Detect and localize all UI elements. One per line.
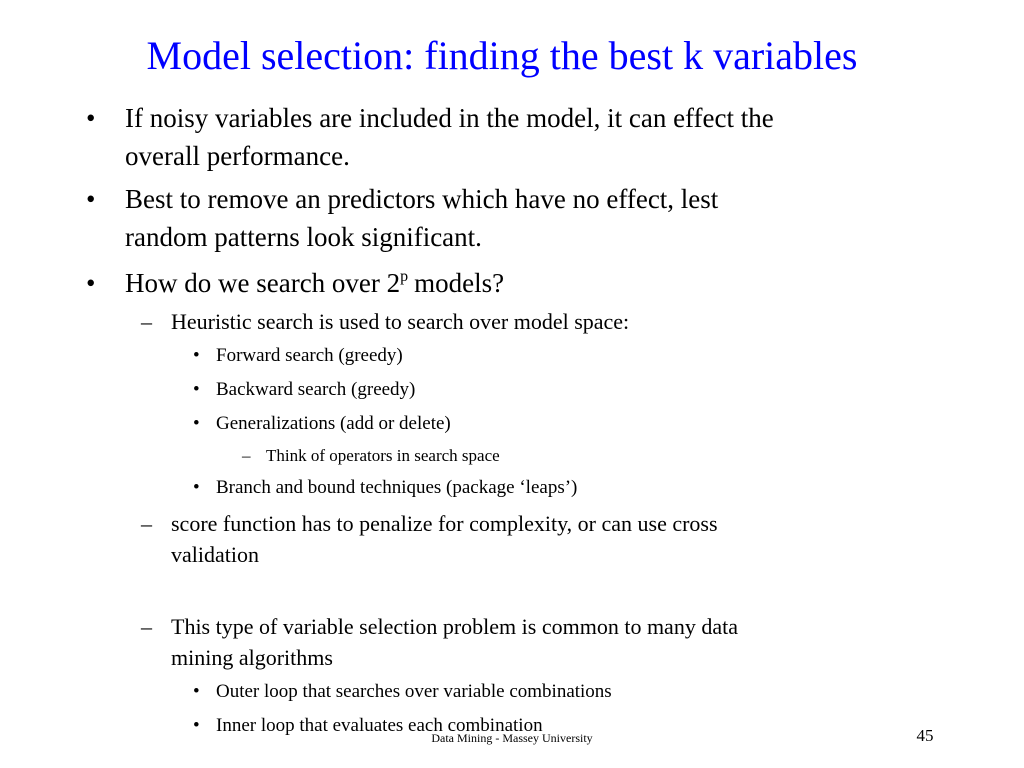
subbullet-text: This type of variable selection problem is common to many data (171, 614, 738, 639)
bullet-icon: • (86, 268, 96, 298)
subsubbullet-text: Backward search (greedy) (216, 379, 416, 400)
exponent-p: p (400, 268, 409, 285)
dash-icon: – (141, 511, 152, 536)
level4-text: Think of operators in search space (266, 446, 500, 465)
footer-text: Data Mining - Massey University (431, 731, 593, 745)
bullet-icon: • (193, 379, 200, 400)
page-number: 45 (916, 726, 934, 745)
subsubbullet-text: Outer loop that searches over variable combinations (216, 681, 612, 702)
bullet-icon: • (193, 345, 200, 366)
subsubbullet-text: Generalizations (add or delete) (216, 413, 451, 434)
text-before-exponent: How do we search over 2 (125, 268, 401, 298)
subbullet-text-continuation: validation (171, 542, 259, 567)
bullet-icon: • (193, 715, 200, 736)
bullet-icon: • (86, 184, 96, 214)
bullet-icon: • (193, 413, 200, 434)
subsubbullet-text: Forward search (greedy) (216, 345, 403, 366)
subsubbullet-text: Inner loop that evaluates each combination (216, 715, 543, 736)
subsubbullet-text: Branch and bound techniques (package ‘leaps’) (216, 477, 578, 498)
dash-icon: – (141, 309, 152, 334)
bullet-text: Best to remove an predictors which have no effect, lest (125, 184, 719, 214)
text-after-exponent: models? (414, 268, 505, 298)
bullet-text-continuation: overall performance. (125, 141, 350, 171)
subbullet-text-continuation: mining algorithms (171, 645, 333, 670)
slide-title: Model selection: finding the best k variables (146, 33, 858, 78)
bullet-icon: • (193, 681, 200, 702)
dash-icon: – (242, 446, 251, 465)
subbullet-text: Heuristic search is used to search over model space: (171, 309, 630, 334)
bullet-icon: • (86, 103, 96, 133)
bullet-text-with-exponent (125, 264, 504, 307)
subbullet-text: score function has to penalize for complexity, or can use cross (171, 511, 718, 536)
bullet-text-continuation: random patterns look significant. (125, 222, 482, 252)
bullet-text: If noisy variables are included in the model, it can effect the (125, 103, 774, 133)
dash-icon: – (141, 614, 152, 639)
bullet-icon: • (193, 477, 200, 498)
